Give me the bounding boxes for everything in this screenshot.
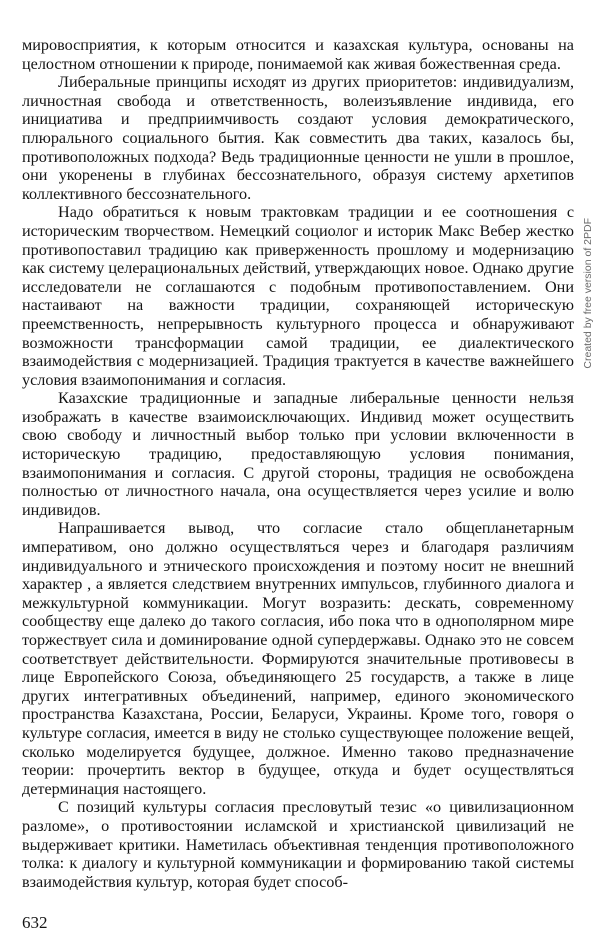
body-text [22,36,574,891]
paragraph-continuation: мировосприятия, к которым относится и казахская культура, основаны на целостном отношении к природе, понимаемой как живая божественная среда. [22,36,574,73]
paragraph-liberal-principles: Либеральные принципы исходят из других приоритетов: индивидуализм, личностная свобода и ответственность, волеизъявление индивида, его инициатива и предприимчивость создают условия демократического, плюрального социального бытия. Как совместить два таких, казалось бы, противоположных подхода? Ведь традиционные ценности не ушли в прошлое, они укоренены в глубинах бессознательного, образуя систему архетипов коллективного бессознательного. [22,73,574,203]
paragraph-kazakh-values: Казахские традиционные и западные либеральные ценности нельзя изображать в качестве взаимоисключающих. Индивид может осуществить свою свободу и личностный выбор только при условии включенности в историческую традицию, предоставляющую условия понимания, взаимопонимания и согласия. С другой стороны, традиция не освобождена полностью от личностного начала, она осуществляется через усилие и волю индивидов. [22,389,574,519]
paragraph-consent-imperative: Напрашивается вывод, что согласие стало общепланетарным императивом, оно должно осуществляться через и благодаря различиям индивидуального и этнического происхождения и поэтому носит не внешний характер , а является следствием внутренних импульсов, глубинного диалога и межкультурной коммуникации. Могут возразить: дескать, современному сообществу еще далеко до такого согласия, ибо пока что в однополярном мире торжествует сила и доминирование одной супердержавы. Однако это не совсем соответствует действительности. Формируются значительные противовесы в лице Европейского Союза, объединяющего 25 государств, а также в лице других интегративных объединений, например, единого экономического пространства Казахстана, России, Беларуси, Украины. Кроме того, говоря о культуре согласия, имеется в виду не столько существующее положение вещей, сколько моделируется будущее, должное. Именно таково предназначение теории: прочертить вектор в будущее, откуда и будет осуществляться детерминация настоящего. [22,519,574,798]
paragraph-tradition-interpretations: Надо обратиться к новым трактовкам традиции и ее соотношения с историческим творчеством. Немецкий социолог и историк Макс Вебер жестко противопоставил традицию как приверженность прошлому и модернизацию как систему целерациональных действий, утверждающих новое. Однако другие исследователи не соглашаются с подобным противопоставлением. Они настаивают на важности традиции, сохраняющей историческую преемственность, непрерывность культурного процесса и обнаруживают возможности трансформации самой традиции, ее диалектического взаимодействия с модернизацией. Традиция трактуется в качестве важнейшего условия взаимопонимания и согласия. [22,203,574,389]
watermark-text: Created by free version of 2PDF [582,218,594,369]
page-number: 632 [22,913,48,932]
paragraph-civilizational-rift: С позиций культуры согласия пресловутый тезис «о цивилизационном разломе», о противостоянии исламской и христианской цивилизаций не выдерживает критики. Наметилась объективная тенденция противоположного толка: к диалогу и культурной коммуникации и формированию такой системы взаимодействия культур, которая будет способ- [22,798,574,891]
watermark [582,218,596,418]
